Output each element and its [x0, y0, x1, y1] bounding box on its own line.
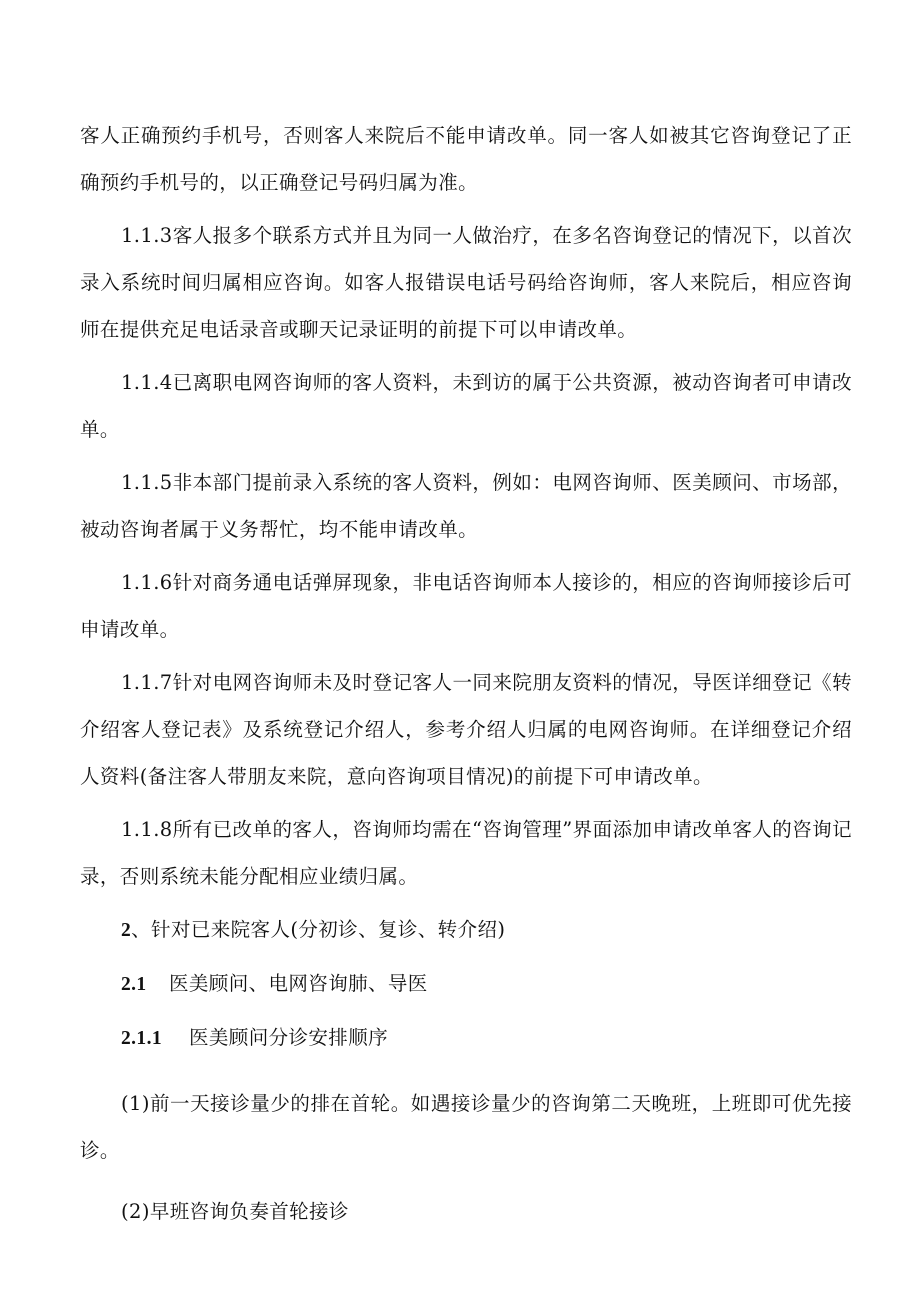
paragraph-continuation: 客人正确预约手机号，否则客人来院后不能申请改单。同一客人如被其它咨询登记了正确预约手机号的，以正确登记号码归属为准。 [80, 124, 852, 194]
section-title: 、针对已来院客人(分初诊、复诊、转介绍) [131, 918, 506, 941]
list-item-1: (1)前一天接诊量少的排在首轮。如遇接诊量少的咨询第二天晚班，上班即可优先接诊。 [80, 1092, 852, 1162]
section-number: 2.1 [121, 974, 147, 995]
paragraph-1-1-5: 1.1.5非本部门提前录入系统的客人资料，例如：电网咨询师、医美顾问、市场部，被动咨询者属于义务帮忙，均不能申请改单。 [80, 471, 852, 541]
section-title: 医美顾问、电网咨询肺、导医 [169, 972, 428, 995]
paragraph-1-1-4: 1.1.4已离职电网咨询师的客人资料，未到访的属于公共资源，被动咨询者可申请改单。 [80, 371, 852, 441]
paragraph-1-1-3: 1.1.3客人报多个联系方式并且为同一人做治疗，在多名咨询登记的情况下，以首次录入系统时间归属相应咨询。如客人报错误电话号码给咨询师，客人来院后，相应咨询师在提供充足电话录音或聊天记录证明的前提下可以申请改单。 [80, 224, 852, 341]
paragraph-1-1-7: 1.1.7针对电网咨询师未及时登记客人一同来院朋友资料的情况，导医详细登记《转介绍客人登记表》及系统登记介绍人，参考介绍人归属的电网咨询师。在详细登记介绍人资料(备注客人带朋友来院，意向咨询项目情况)的前提下可申请改单。 [80, 671, 852, 788]
section-number: 2 [121, 920, 132, 941]
section-heading-2 [121, 906, 852, 954]
list-item-2: (2)早班咨询负奏首轮接诊 [121, 1200, 349, 1223]
section-title: 医美顾问分诊安排顺序 [189, 1026, 389, 1049]
paragraph-1-1-6: 1.1.6针对商务通电话弹屏现象，非电话咨询师本人接诊的，相应的咨询师接诊后可申请改单。 [80, 571, 852, 641]
document-page [80, 112, 852, 1245]
section-heading-2-1-1 [121, 1014, 852, 1062]
section-number: 2.1.1 [121, 1028, 162, 1049]
section-heading-2-1 [121, 960, 852, 1008]
paragraph-1-1-8: 1.1.8所有已改单的客人，咨询师均需在“咨询管理”界面添加申请改单客人的咨询记录，否则系统未能分配相应业绩归属。 [80, 818, 852, 888]
